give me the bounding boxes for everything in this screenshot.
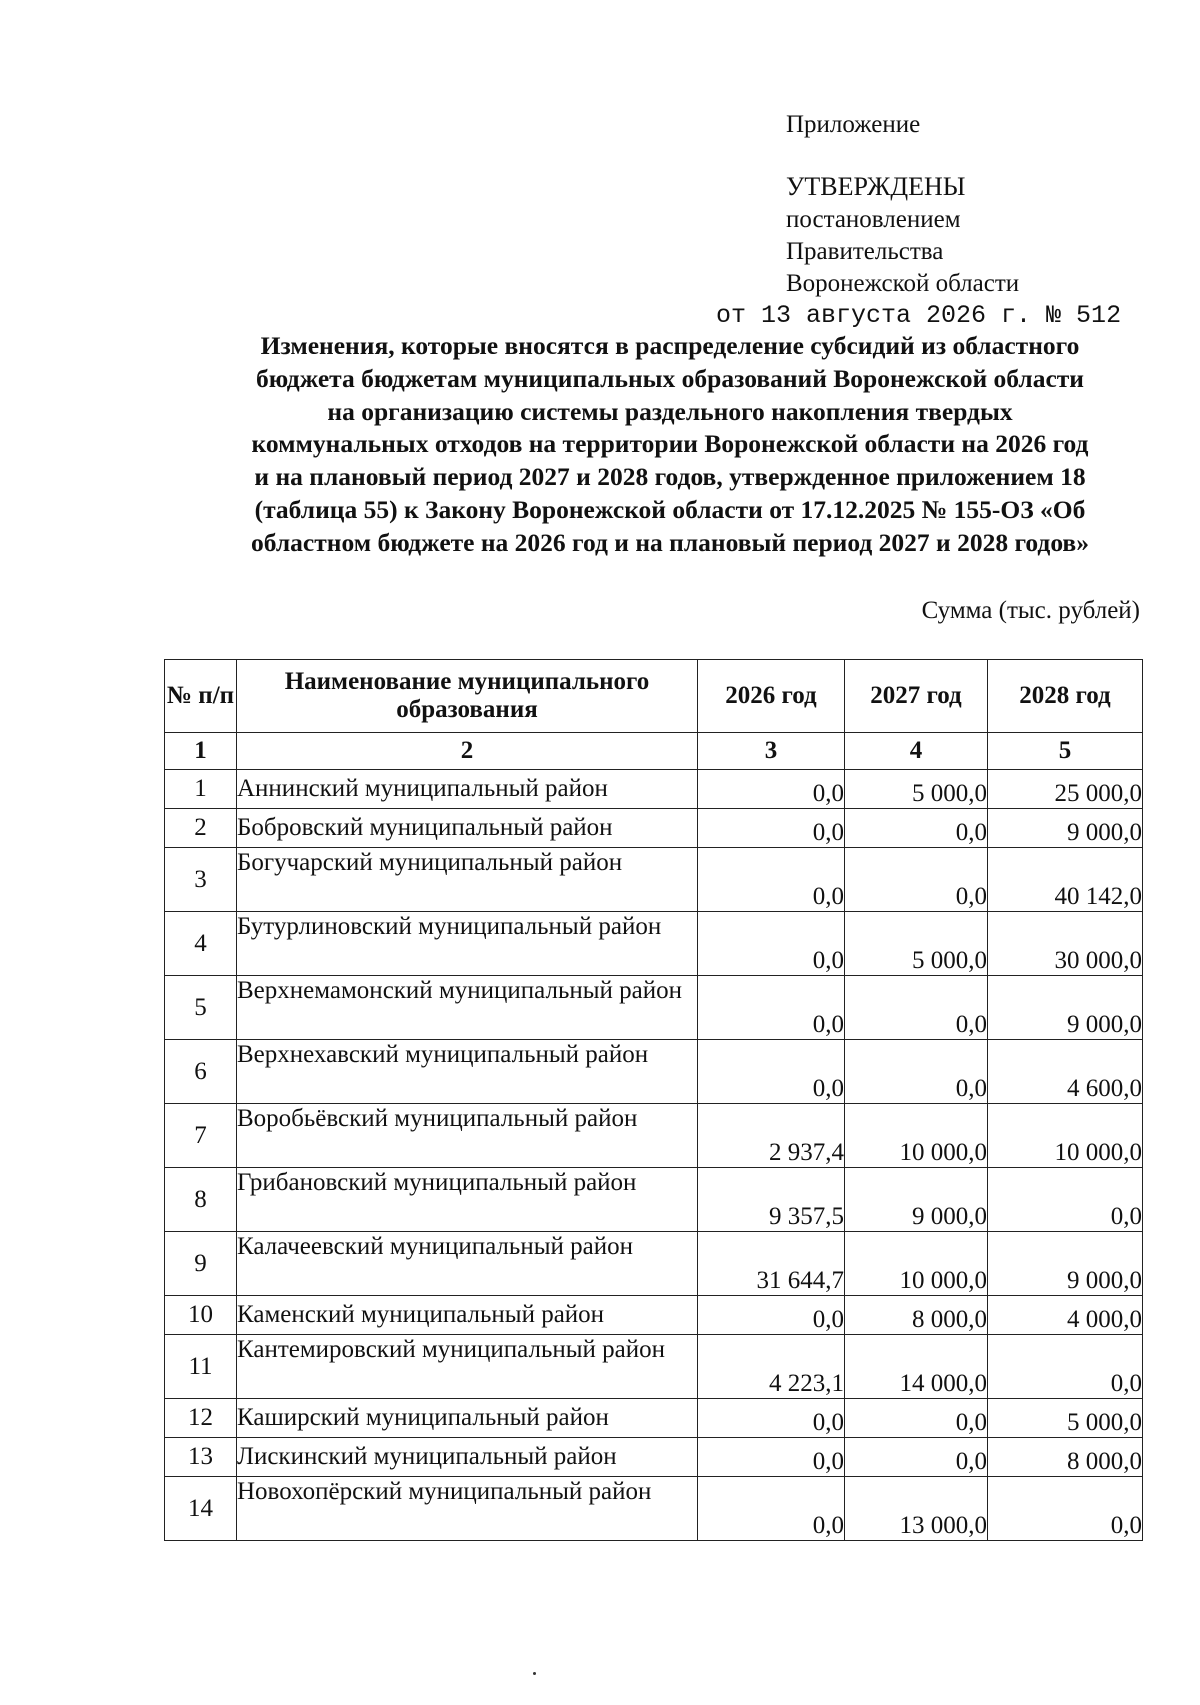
table-row [165,976,1143,1040]
document-title [190,330,1150,560]
amount-2027: 0,0 [845,848,988,912]
row-number: 12 [165,1399,237,1438]
amount-2028: 0,0 [988,1335,1143,1399]
row-number: 2 [165,809,237,848]
table-row [165,809,1143,848]
table-row [165,1168,1143,1232]
row-number: 10 [165,1296,237,1335]
amount-2026: 2 937,4 [698,1104,845,1168]
amount-2028: 9 000,0 [988,809,1143,848]
amount-2027: 0,0 [845,1399,988,1438]
header-2028: 2028 год [988,660,1143,733]
title-line: на организацию системы раздельного накопления твердых [327,396,1013,426]
column-number: 2 [237,733,698,770]
row-number: 14 [165,1477,237,1541]
row-number: 3 [165,848,237,912]
row-number: 6 [165,1040,237,1104]
municipality-name: Воробьёвский муниципальный район [237,1104,698,1168]
municipality-name: Лискинский муниципальный район [237,1438,698,1477]
amount-2027: 5 000,0 [845,770,988,809]
municipality-name: Каширский муниципальный район [237,1399,698,1438]
appendix-label: Приложение [786,111,921,138]
table-row [165,1335,1143,1399]
title-line: коммунальных отходов на территории Воронежской области на 2026 год [251,429,1089,459]
amount-2026: 0,0 [698,1438,845,1477]
header-2027: 2027 год [845,660,988,733]
amount-2028: 25 000,0 [988,770,1143,809]
municipality-name: Верхнемамонский муниципальный район [237,976,698,1040]
amount-2026: 0,0 [698,809,845,848]
row-number: 8 [165,1168,237,1232]
amount-2026: 0,0 [698,1399,845,1438]
amount-2028: 4 600,0 [988,1040,1143,1104]
column-number: 3 [698,733,845,770]
approved-government-line: Правительства [786,238,944,265]
table-row [165,912,1143,976]
amount-2028: 8 000,0 [988,1438,1143,1477]
approved-region-line: Воронежской области [786,270,1020,297]
table-row [165,1104,1143,1168]
row-number: 11 [165,1335,237,1399]
municipality-name: Новохопёрский муниципальный район [237,1477,698,1541]
amount-2028: 0,0 [988,1168,1143,1232]
amount-2026: 9 357,5 [698,1168,845,1232]
title-line: областном бюджете на 2026 год и на плановый период 2027 и 2028 годов» [251,527,1089,557]
amount-2026: 0,0 [698,848,845,912]
title-line: бюджета бюджетам муниципальных образований Воронежской области [256,363,1084,393]
amount-2027: 5 000,0 [845,912,988,976]
column-number: 1 [165,733,237,770]
amount-2028: 40 142,0 [988,848,1143,912]
amount-2026: 4 223,1 [698,1335,845,1399]
amount-2027: 8 000,0 [845,1296,988,1335]
header-number: № п/п [165,660,237,733]
amount-2027: 0,0 [845,976,988,1040]
municipality-name: Каменский муниципальный район [237,1296,698,1335]
table-row [165,1477,1143,1541]
approved-by-line: постановлением [786,206,961,233]
amount-2026: 0,0 [698,770,845,809]
title-line: и на плановый период 2027 и 2028 годов, утвержденное приложением 18 [254,462,1086,492]
table-row [165,848,1143,912]
title-line: (таблица 55) к Закону Воронежской области от 17.12.2025 № 155-ОЗ «Об [254,494,1086,524]
amount-2027: 10 000,0 [845,1232,988,1296]
subsidy-table [164,659,1143,1541]
decree-date-number: от 13 августа 2026 г. № 512 [716,301,1122,330]
amount-2026: 0,0 [698,976,845,1040]
amount-2028: 4 000,0 [988,1296,1143,1335]
amount-2027: 14 000,0 [845,1335,988,1399]
amount-2027: 9 000,0 [845,1168,988,1232]
table-row [165,1438,1143,1477]
municipality-name: Кантемировский муниципальный район [237,1335,698,1399]
amount-2026: 31 644,7 [698,1232,845,1296]
row-number: 13 [165,1438,237,1477]
table-row [165,1040,1143,1104]
amount-2027: 13 000,0 [845,1477,988,1541]
amount-2027: 0,0 [845,1438,988,1477]
units-label: Сумма (тыс. рублей) [921,597,1140,624]
amount-2028: 0,0 [988,1477,1143,1541]
header-2026: 2026 год [698,660,845,733]
amount-2028: 9 000,0 [988,976,1143,1040]
amount-2028: 5 000,0 [988,1399,1143,1438]
row-number: 4 [165,912,237,976]
table-row [165,1296,1143,1335]
amount-2026: 0,0 [698,1477,845,1541]
amount-2027: 10 000,0 [845,1104,988,1168]
column-number: 5 [988,733,1143,770]
row-number: 9 [165,1232,237,1296]
amount-2028: 30 000,0 [988,912,1143,976]
column-number-row [165,733,1143,770]
municipality-name: Калачеевский муниципальный район [237,1232,698,1296]
row-number: 1 [165,770,237,809]
municipality-name: Бобровский муниципальный район [237,809,698,848]
row-number: 7 [165,1104,237,1168]
title-line: Изменения, которые вносятся в распределение субсидий из областного [260,331,1080,360]
approval-block [786,170,1019,300]
municipality-name: Аннинский муниципальный район [237,770,698,809]
municipality-name: Бутурлиновский муниципальный район [237,912,698,976]
amount-2027: 0,0 [845,1040,988,1104]
amount-2026: 0,0 [698,1040,845,1104]
municipality-name: Верхнехавский муниципальный район [237,1040,698,1104]
amount-2028: 9 000,0 [988,1232,1143,1296]
amount-2026: 0,0 [698,1296,845,1335]
municipality-name: Грибановский муниципальный район [237,1168,698,1232]
table-row [165,770,1143,809]
column-number: 4 [845,733,988,770]
scan-speck [533,1672,536,1675]
header-name: Наименование муниципального образования [237,660,698,733]
row-number: 5 [165,976,237,1040]
amount-2026: 0,0 [698,912,845,976]
amount-2027: 0,0 [845,809,988,848]
approved-label: УТВЕРЖДЕНЫ [786,172,966,201]
amount-2028: 10 000,0 [988,1104,1143,1168]
table-row [165,1232,1143,1296]
table-row [165,1399,1143,1438]
municipality-name: Богучарский муниципальный район [237,848,698,912]
